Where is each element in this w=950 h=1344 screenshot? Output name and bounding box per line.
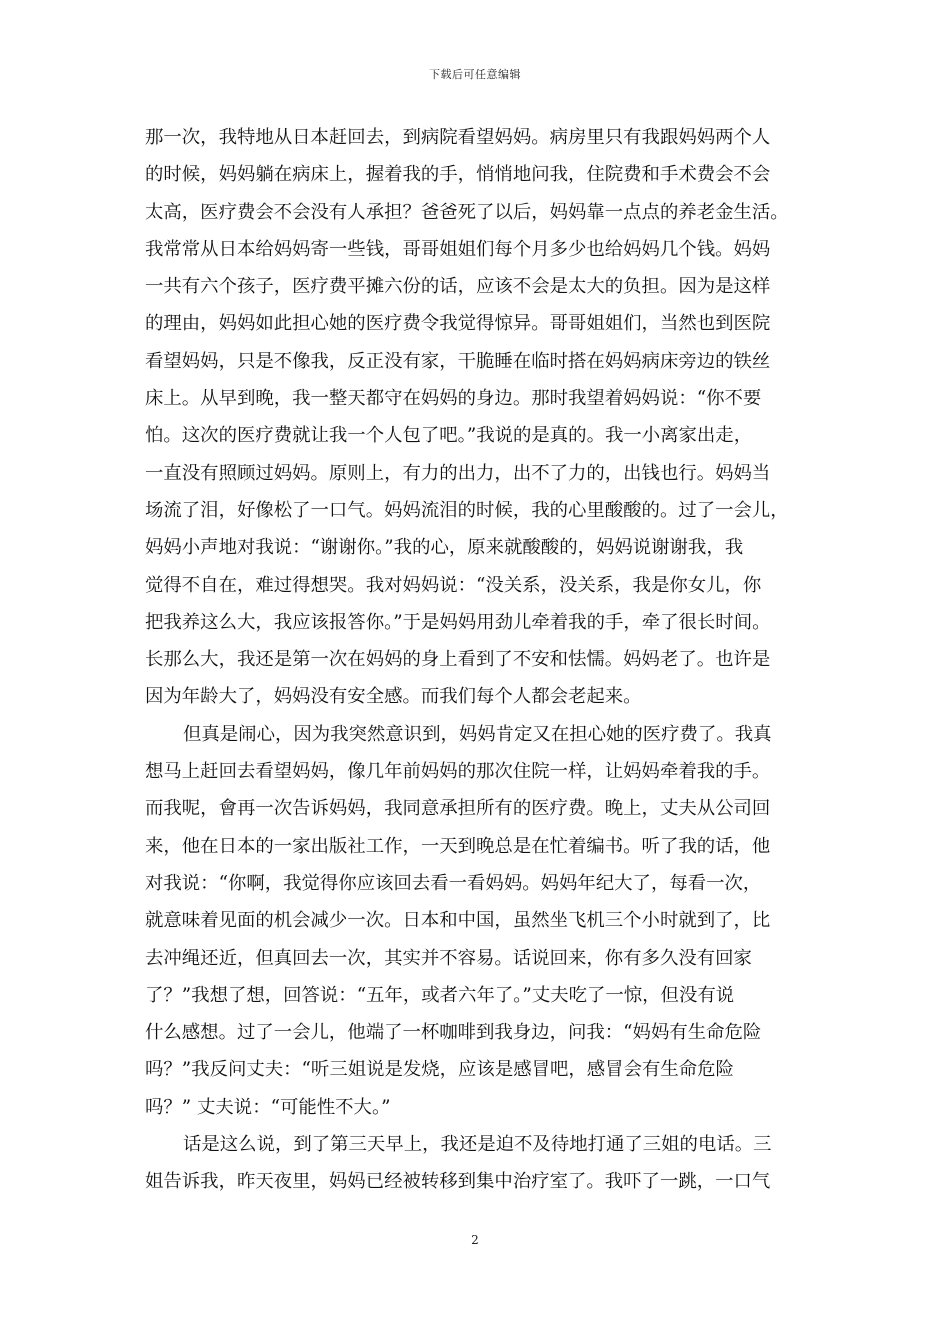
text-line: 姐告诉我，昨天夜里，妈妈已经被转移到集中治疗室了。我吓了一跳，一口气 bbox=[145, 1171, 771, 1193]
document-body bbox=[145, 119, 807, 1201]
text-line: 床上。从早到晚，我一整天都守在妈妈的身边。那时我望着妈妈说：“你不要 bbox=[145, 388, 762, 410]
text-line: 场流了泪，好像松了一口气。妈妈流泪的时候，我的心里酸酸的。过了一会儿， bbox=[145, 499, 789, 521]
text-line: 怕。这次的医疗费就让我一个人包了吧。”我说的是真的。我一小离家出走， bbox=[145, 425, 753, 447]
text-line: 吗？” 丈夫说：“可能性不大。” bbox=[145, 1096, 391, 1118]
text-line: 吗？”我反问丈夫：“听三姐说是发烧，应该是感冒吧，感冒会有生命危险 bbox=[145, 1059, 734, 1081]
page-header: 下载后可任意编辑 bbox=[429, 68, 521, 81]
text-line: 的理由，妈妈如此担心她的医疗费令我觉得惊异。哥哥姐姐们，当然也到医院 bbox=[145, 313, 771, 335]
paragraph-start-line: 但真是闹心，因为我突然意识到，妈妈肯定又在担心她的医疗费了。我真 bbox=[183, 723, 772, 745]
text-line: 想马上赶回去看望妈妈，像几年前妈妈的那次住院一样，让妈妈牵着我的手。 bbox=[145, 761, 771, 783]
text-line: 太高，医疗费会不会没有人承担？爸爸死了以后，妈妈靠一点点的养老金生活。 bbox=[145, 201, 789, 223]
text-line: 因为年龄大了，妈妈没有安全感。而我们每个人都会老起来。 bbox=[145, 686, 642, 708]
text-line: 了？”我想了想，回答说：“五年，或者六年了。”丈夫吃了一惊，但没有说 bbox=[145, 984, 735, 1006]
text-line: 的时候，妈妈躺在病床上，握着我的手，悄悄地问我，住院费和手术费会不会 bbox=[145, 164, 771, 186]
text-line: 妈妈小声地对我说：“谢谢你。”我的心，原来就酸酸的，妈妈说谢谢我，我 bbox=[145, 537, 744, 559]
text-line: 来，他在日本的一家出版社工作，一天到晚总是在忙着编书。听了我的话，他 bbox=[145, 835, 771, 857]
text-line: 把我养这么大，我应该报答你。”于是妈妈用劲儿牵着我的手，牵了很长时间。 bbox=[145, 611, 771, 633]
text-line: 去冲绳还近，但真回去一次，其实并不容易。话说回来，你有多久没有回家 bbox=[145, 947, 752, 969]
paragraph-start-line: 话是这么说，到了第三天早上，我还是迫不及待地打通了三姐的电话。三 bbox=[183, 1134, 772, 1156]
text-line: 一共有六个孩子，医疗费平摊六份的话，应该不会是太大的负担。因为是这样 bbox=[145, 276, 771, 298]
text-line: 长那么大，我还是第一次在妈妈的身上看到了不安和怯懦。妈妈老了。也许是 bbox=[145, 649, 771, 671]
text-line: 看望妈妈，只是不像我，反正没有家，干脆睡在临时搭在妈妈病床旁边的铁丝 bbox=[145, 350, 771, 372]
text-line: 那一次，我特地从日本赶回去，到病院看望妈妈。病房里只有我跟妈妈两个人 bbox=[145, 127, 771, 148]
text-line: 一直没有照顾过妈妈。原则上，有力的出力，出不了力的，出钱也行。妈妈当 bbox=[145, 462, 771, 484]
text-line: 什么感想。过了一会儿，他端了一杯咖啡到我身边，问我：“妈妈有生命危险 bbox=[145, 1022, 762, 1044]
text-line: 觉得不自在，难过得想哭。我对妈妈说：“没关系，没关系，我是你女儿，你 bbox=[145, 574, 762, 596]
text-line: 就意味着见面的机会减少一次。日本和中国，虽然坐飞机三个小时就到了，比 bbox=[145, 910, 771, 932]
text-line: 而我呢，會再一次告诉妈妈，我同意承担所有的医疗费。晚上，丈夫从公司回 bbox=[145, 798, 771, 820]
page-number: 2 bbox=[471, 1233, 479, 1247]
text-line: 我常常从日本给妈妈寄一些钱，哥哥姐姐们每个月多少也给妈妈几个钱。妈妈 bbox=[145, 238, 771, 260]
text-line: 对我说：“你啊，我觉得你应该回去看一看妈妈。妈妈年纪大了，每看一次， bbox=[145, 872, 762, 894]
